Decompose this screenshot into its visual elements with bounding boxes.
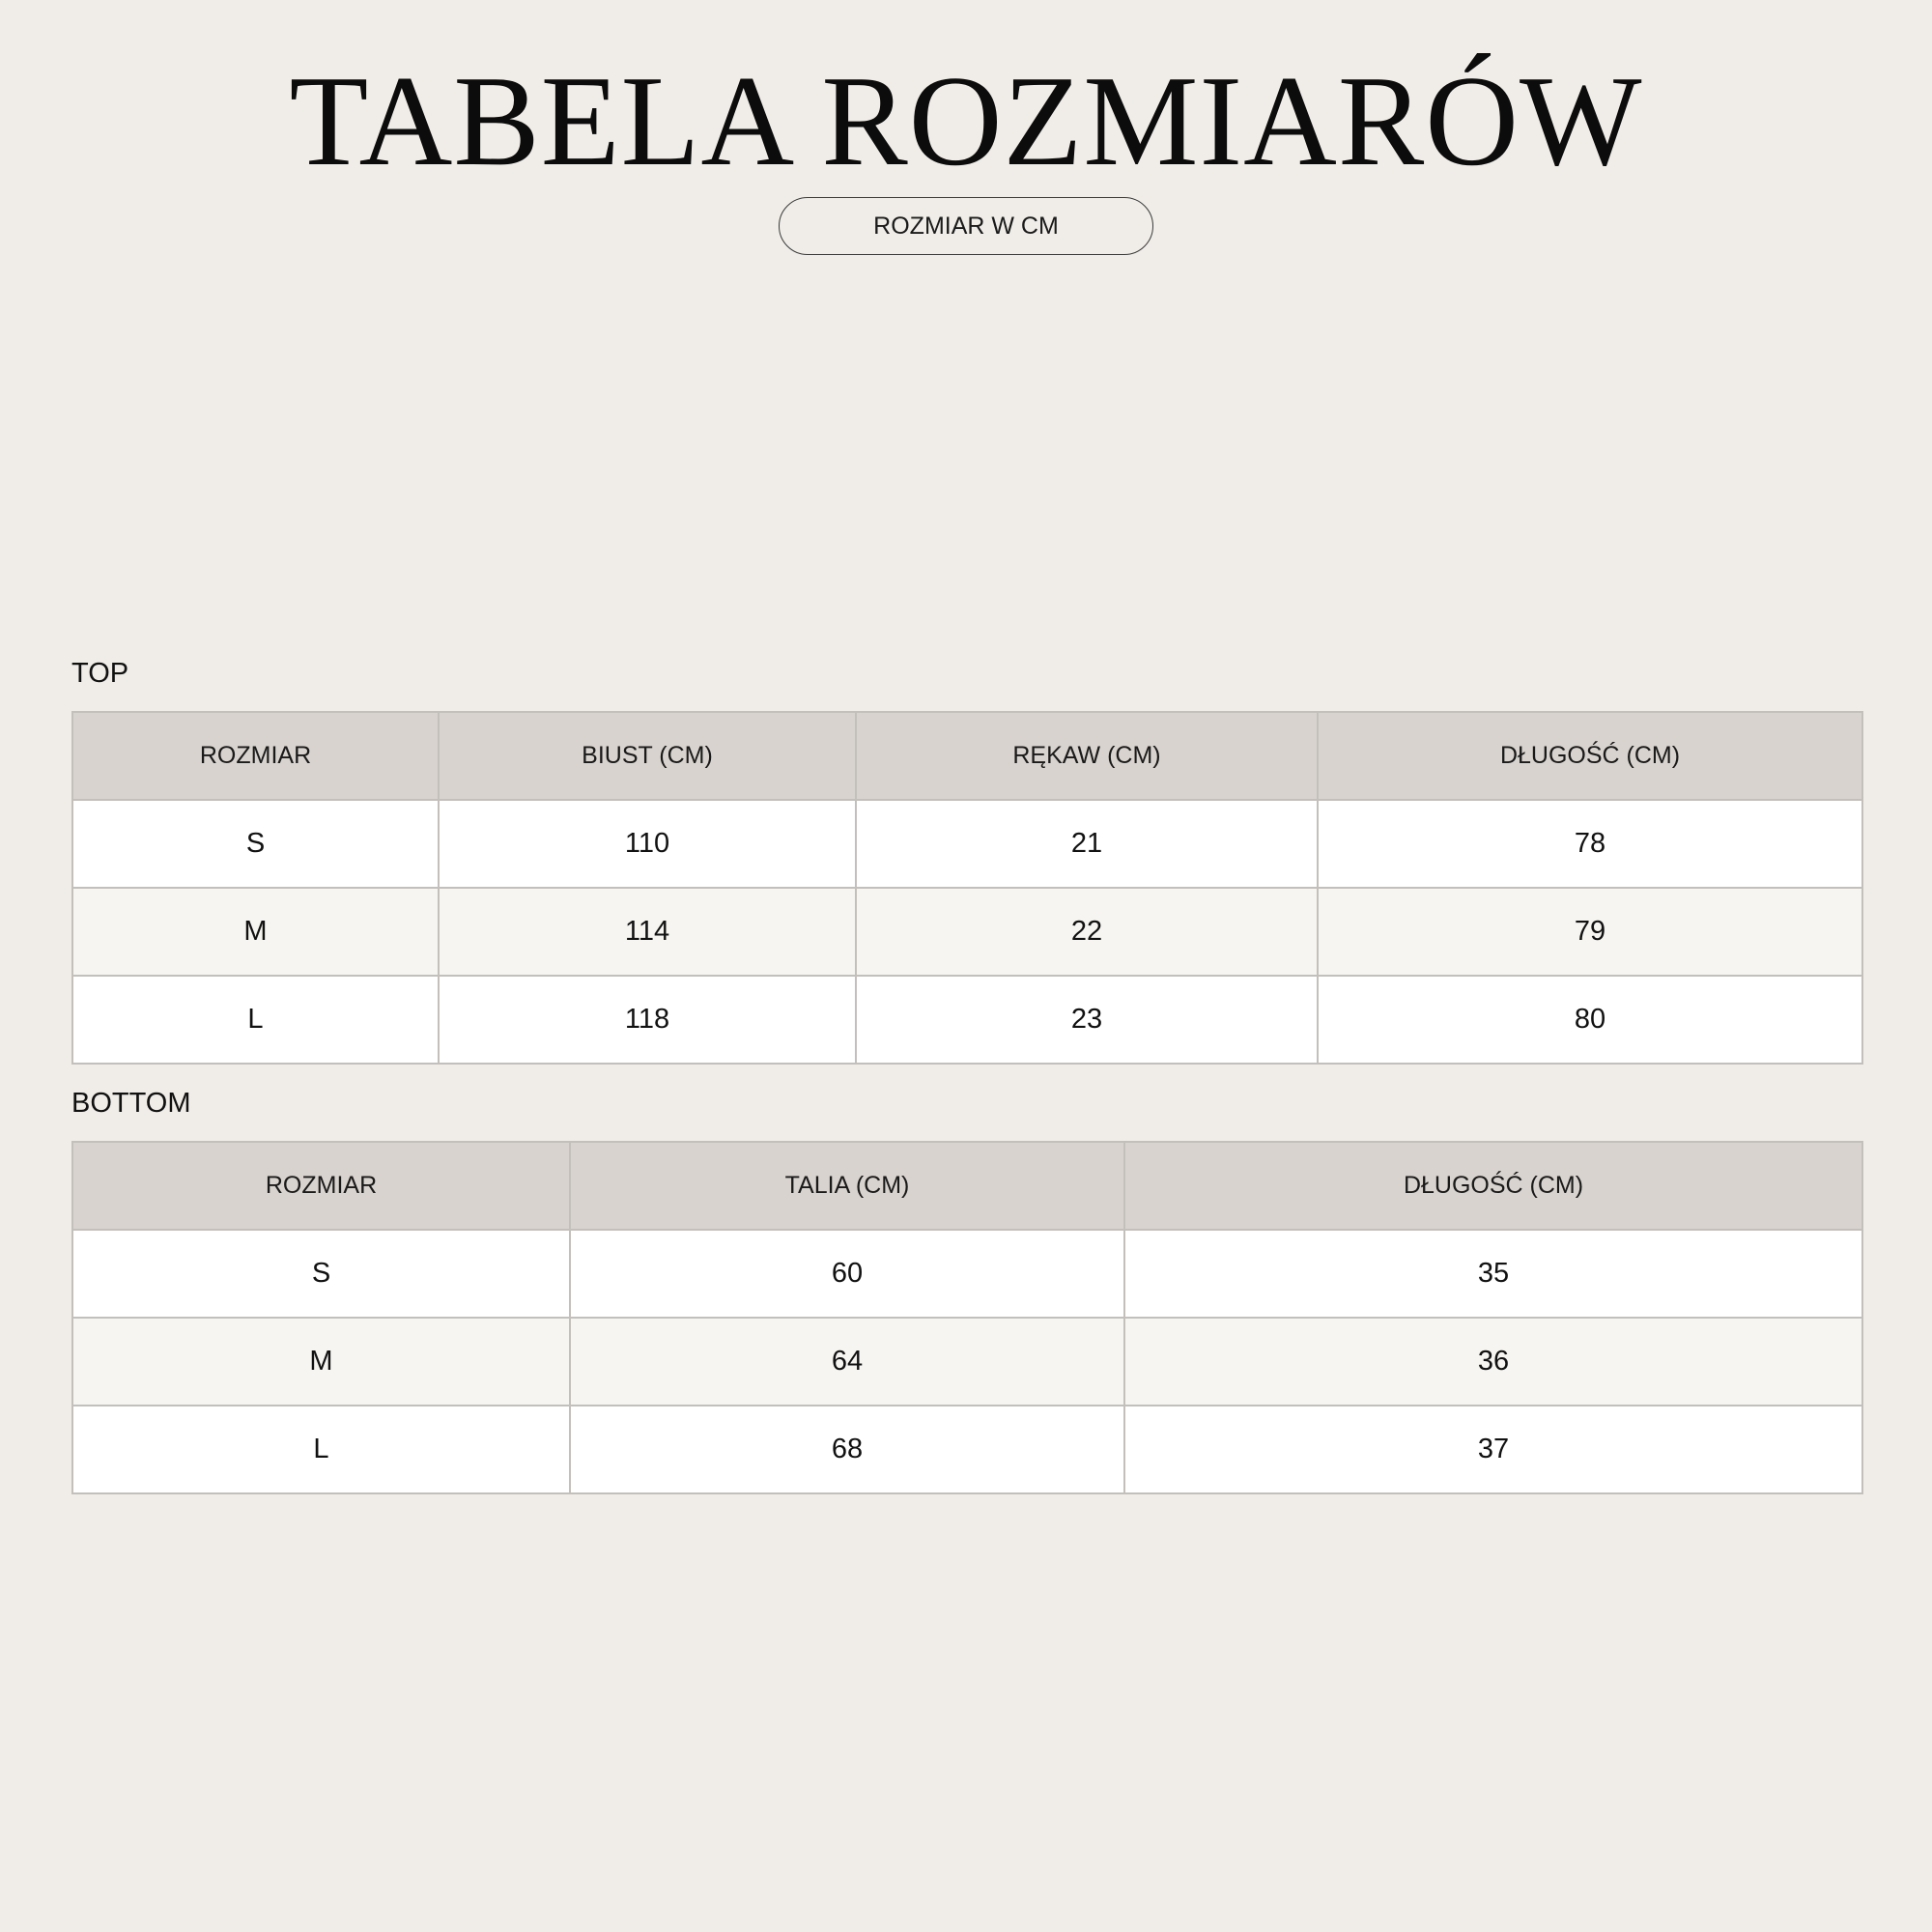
header-cell: ROZMIAR	[72, 712, 439, 800]
table-row	[72, 800, 1862, 888]
header-cell: ROZMIAR	[72, 1142, 570, 1230]
unit-badge-label: ROZMIAR W CM	[873, 212, 1059, 240]
length-cell: 80	[1318, 976, 1862, 1064]
bottom-section-label: BOTTOM	[71, 1088, 191, 1119]
header-cell: BIUST (CM)	[439, 712, 856, 800]
header-cell: DŁUGOŚĆ (CM)	[1318, 712, 1862, 800]
table-row	[72, 1230, 1862, 1318]
length-cell: 37	[1124, 1406, 1862, 1493]
bust-cell: 110	[439, 800, 856, 888]
header-cell: TALIA (CM)	[570, 1142, 1124, 1230]
table-row	[72, 888, 1862, 976]
waist-cell: 68	[570, 1406, 1124, 1493]
size-cell: M	[72, 1318, 570, 1406]
table-row	[72, 976, 1862, 1064]
table-row	[72, 1406, 1862, 1493]
length-cell: 79	[1318, 888, 1862, 976]
bottom-size-table	[71, 1141, 1863, 1494]
header-cell: RĘKAW (CM)	[856, 712, 1318, 800]
waist-cell: 60	[570, 1230, 1124, 1318]
sleeve-cell: 21	[856, 800, 1318, 888]
size-cell: S	[72, 800, 439, 888]
table-header-row	[72, 712, 1862, 800]
size-cell: L	[72, 1406, 570, 1493]
page-title: TABELA ROZMIARÓW	[289, 49, 1643, 192]
unit-badge	[779, 197, 1153, 255]
length-cell: 78	[1318, 800, 1862, 888]
top-section-label: TOP	[71, 658, 129, 689]
size-cell: L	[72, 976, 439, 1064]
sleeve-cell: 23	[856, 976, 1318, 1064]
table-row	[72, 1318, 1862, 1406]
bust-cell: 114	[439, 888, 856, 976]
header-cell: DŁUGOŚĆ (CM)	[1124, 1142, 1862, 1230]
bust-cell: 118	[439, 976, 856, 1064]
waist-cell: 64	[570, 1318, 1124, 1406]
size-cell: S	[72, 1230, 570, 1318]
table-header-row	[72, 1142, 1862, 1230]
length-cell: 35	[1124, 1230, 1862, 1318]
top-size-table	[71, 711, 1863, 1065]
sleeve-cell: 22	[856, 888, 1318, 976]
length-cell: 36	[1124, 1318, 1862, 1406]
size-cell: M	[72, 888, 439, 976]
